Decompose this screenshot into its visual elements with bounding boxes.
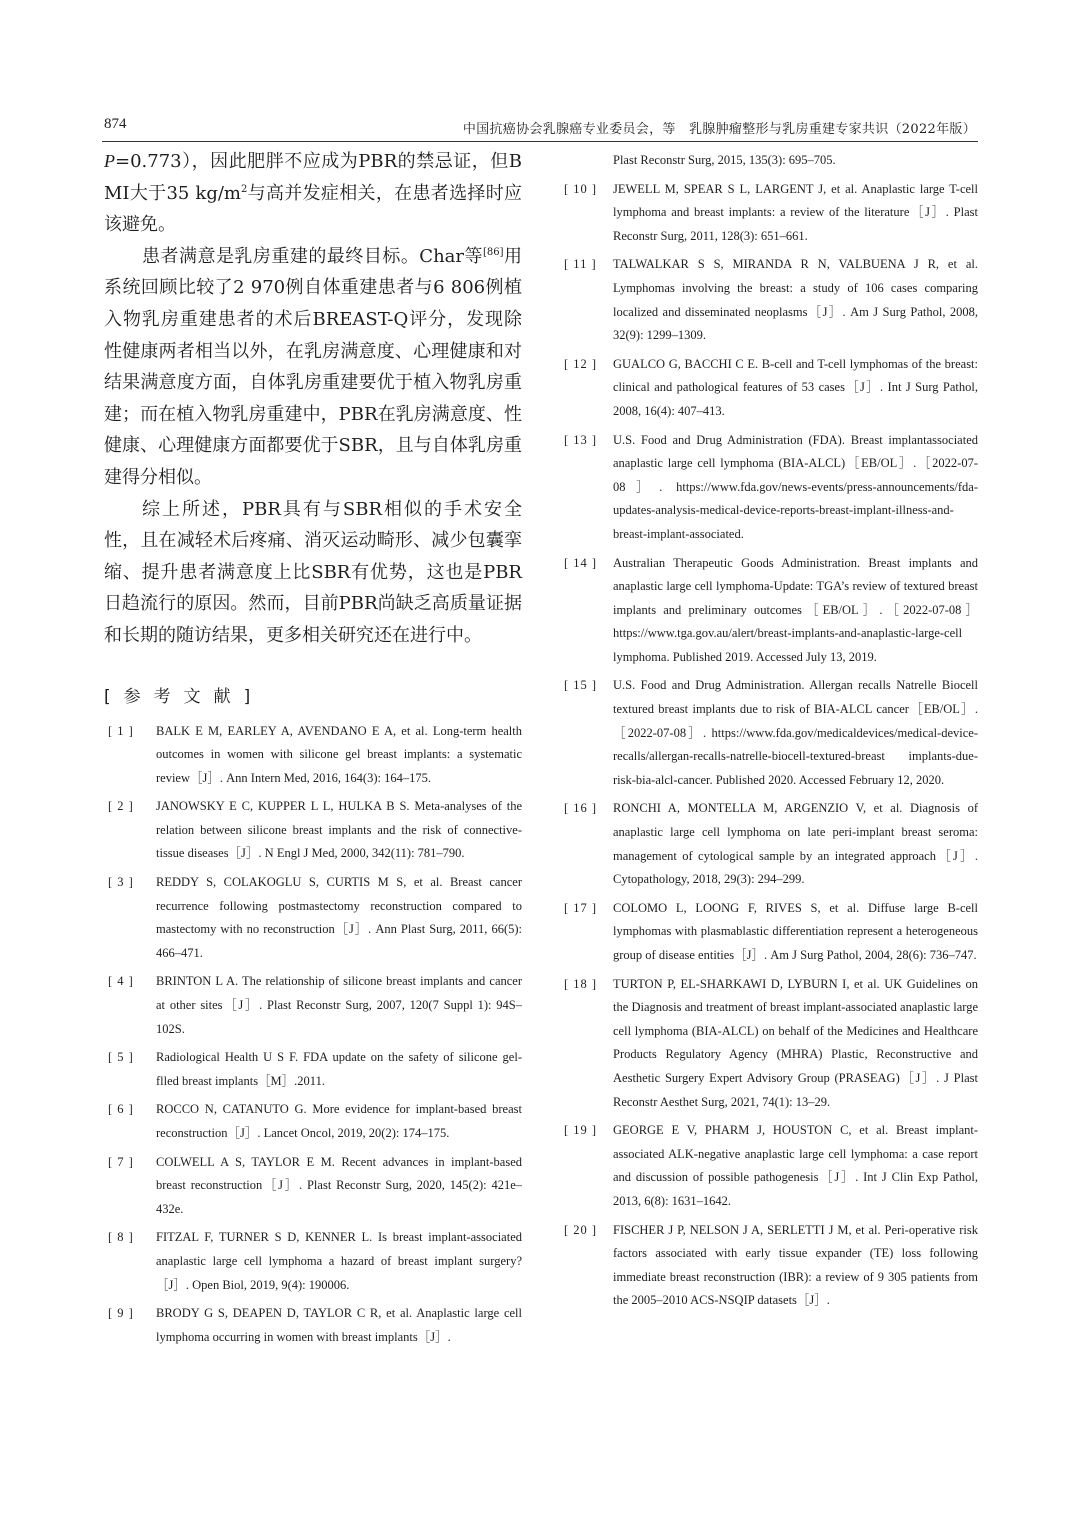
- reference-item: [104, 795, 522, 866]
- page-number: 874: [104, 116, 127, 132]
- reference-text: REDDY S, COLAKOGLU S, CURTIS M S, et al. Breast cancer recurrence following postmastectomy reconstruction compared to mastectomy with no reconstruction［J］. Ann Plast Surg, 2011, 66(5): 466–471.: [156, 875, 522, 960]
- reference-number: [ 14 ]: [564, 555, 598, 570]
- reference-text: BRINTON L A. The relationship of silicone breast implants and cancer at other sites［J］. Plast Reconstr Surg, 2007, 120(7 Suppl 1): 94S–102S.: [156, 974, 522, 1036]
- reference-number: [ 15 ]: [564, 678, 598, 693]
- reference-text: FISCHER J P, NELSON J A, SERLETTI J M, et al. Peri-operative risk factors associated with early tissue expander (TE) loss following immediate breast reconstruction (IBR): a review of 9 305 patients from the 2005–2010 ACS-NSQIP datasets［J］.: [613, 1222, 978, 1308]
- reference-item: [564, 897, 978, 968]
- reference-item: [564, 674, 978, 792]
- reference-text: ROCCO N, CATANUTO G. More evidence for implant-based breast reconstruction［J］. Lancet Oncol, 2019, 20(2): 174–175.: [156, 1102, 522, 1140]
- reference-number: [ 10 ]: [564, 181, 598, 196]
- reference-number: [ 9 ]: [108, 1306, 134, 1321]
- references-list-right: [564, 178, 978, 1313]
- reference-number: [ 4 ]: [108, 974, 134, 989]
- reference-item: [104, 1151, 522, 1222]
- reference-item: [104, 1098, 522, 1145]
- reference-item: [564, 253, 978, 347]
- reference-number: [ 3 ]: [108, 875, 134, 890]
- body-paragraph-2: [104, 241, 522, 494]
- para1-end: 与高并发症相关，在患者选择时应该避免。: [104, 182, 523, 236]
- reference-text: COLWELL A S, TAYLOR E M. Recent advances in implant-based breast reconstruction［J］. Plast Reconstr Surg, 2020, 145(2): 421e–432e.: [156, 1154, 522, 1216]
- reference-text: JANOWSKY E C, KUPPER L L, HULKA B S. Meta-analyses of the relation between silicone breast implants and the risk of connective-tissue diseases［J］. N Engl J Med, 2000, 342(11): 781–790.: [156, 799, 522, 861]
- reference-number: [ 12 ]: [564, 356, 598, 371]
- reference-item: [564, 1219, 978, 1313]
- reference-text: FITZAL F, TURNER S D, KENNER L. Is breast implant-associated anaplastic large cell lymphoma a hazard of breast implant surgery?［J］. Open Biol, 2019, 9(4): 190006.: [156, 1230, 522, 1292]
- reference-text: Australian Therapeutic Goods Administration. Breast implants and anaplastic large cell lymphoma-Update: TGA’s review of textured breast implants and preliminary outcomes［EB/OL］.［2022-07-08］ https://www.tga.gov.au/alert/breast-implants-and-anaplastic-large-cell lymphoma. Published 2019. Accessed July 13, 2019.: [613, 555, 978, 664]
- reference-text: GUALCO G, BACCHI C E. B-cell and T-cell lymphomas of the breast: clinical and pathological features of 53 cases［J］. Int J Surg Pathol, 2008, 16(4): 407–413.: [613, 356, 978, 418]
- reference-text: TURTON P, EL-SHARKAWI D, LYBURN I, et al. UK Guidelines on the Diagnosis and treatment of breast implant-associated anaplastic large cell lymphoma (BIA-ALCL) on behalf of the Medicines and Healthcare Products Regulatory Agency (MHRA) Plastic, Reconstructive and Aesthetic Surgery Expert Advisory Group (PRASEAG)［J］. J Plast Reconstr Aesthet Surg, 2021, 74(1): 13–29.: [613, 976, 978, 1109]
- reference-item: [104, 1226, 522, 1297]
- reference-number: [ 1 ]: [108, 723, 134, 738]
- reference-number: [ 17 ]: [564, 900, 598, 915]
- reference-item: [564, 973, 978, 1115]
- reference-item: [104, 871, 522, 965]
- reference-item: [564, 429, 978, 547]
- reference-number: [ 5 ]: [108, 1050, 134, 1065]
- references-list-left: [104, 720, 522, 1350]
- reference-number: [ 19 ]: [564, 1123, 598, 1138]
- reference-item: [104, 720, 522, 791]
- reference-text: Radiological Health U S F. FDA update on the safety of silicone gel-flled breast implants［M］.2011.: [156, 1050, 522, 1088]
- right-column: [564, 149, 978, 1318]
- reference-item: [104, 970, 522, 1041]
- para2-start: 患者满意是乳房重建的最终目标。Char等: [142, 245, 483, 267]
- reference-text: RONCHI A, MONTELLA M, ARGENZIO V, et al. Diagnosis of anaplastic large cell lymphoma on late peri-implant breast seroma: management of cytological sample by an integrated approach［J］. Cytopathology, 2018, 29(3): 294–299.: [613, 801, 978, 887]
- reference-item: [104, 1302, 522, 1349]
- reference-text: TALWALKAR S S, MIRANDA R N, VALBUENA J R, et al. Lymphomas involving the breast: a study of 106 cases comparing localized and disseminated neoplasms［J］. Am J Surg Pathol, 2008, 32(9): 1299–1309.: [613, 257, 978, 343]
- superscript-2: 2: [240, 183, 248, 195]
- reference-item: [564, 1119, 978, 1213]
- reference-number: [ 18 ]: [564, 976, 598, 991]
- reference-number: [ 16 ]: [564, 801, 598, 816]
- reference-text: BRODY G S, DEAPEN D, TAYLOR C R, et al. Anaplastic large cell lymphoma occurring in women with breast implants［J］.: [156, 1306, 522, 1344]
- header-rule: [102, 141, 978, 142]
- reference-text: U.S. Food and Drug Administration (FDA). Breast implantassociated anaplastic large cell lymphoma (BIA-ALCL)［EB/OL］.［2022-07-08］. https://www.fda.gov/news-events/press-announcements/fda-updates-analysis-medical-device-reports-breast-implant-illness-and-breast-implant-associated.: [613, 432, 978, 541]
- citation-86: [86]: [482, 246, 504, 258]
- reference-item: [564, 797, 978, 891]
- body-paragraph-1: [104, 146, 522, 241]
- reference-continued: Plast Reconstr Surg, 2015, 135(3): 695–705.: [613, 153, 836, 167]
- reference-text: BALK E M, EARLEY A, AVENDANO E A, et al. Long-term health outcomes in women with silicone gel breast implants: a systematic review［J］. Ann Intern Med, 2016, 164(3): 164–175.: [156, 723, 522, 785]
- reference-item: [564, 178, 978, 249]
- reference-text: GEORGE E V, PHARM J, HOUSTON C, et al. Breast implant-associated ALK-negative anaplastic large cell lymphoma: a case report and discussion of possible pathogenesis［J］. Int J Clin Exp Pathol, 2013, 6(8): 1631–1642.: [613, 1123, 978, 1208]
- para1-text: =0.773），因此肥胖不应成为PBR的禁忌证，但BMI大于35 kg/m: [104, 151, 522, 204]
- running-title: 中国抗癌协会乳腺癌专业委员会，等 乳腺肿瘤整形与乳房重建专家共识（2022年版）: [462, 122, 976, 137]
- reference-number: [ 13 ]: [564, 432, 598, 447]
- reference-item: [564, 552, 978, 670]
- reference-number: [ 6 ]: [108, 1102, 134, 1117]
- para2-end: 用系统回顾比较了2 970例自体重建患者与6 806例植入物乳房重建患者的术后BREAST-Q评分，发现除性健康两者相当以外，在乳房满意度、心理健康和对结果满意度方面，自体乳房重建要优于植入物乳房重建；而在植入物乳房重建中，PBR在乳房满意度、性健康、心理健康方面都要优于SBR，且与自体乳房重建得分相似。: [104, 245, 523, 488]
- reference-item: [564, 353, 978, 424]
- reference-text: U.S. Food and Drug Administration. Allergan recalls Natrelle Biocell textured breast implants due to risk of BIA-ALCL cancer［EB/OL］.［2022-07-08］. https://www.fda.gov/medicaldevices/medical-device-recalls/allergan-recalls-natrelle-biocell-textured-breast implants-due-risk-bia-alcl-cancer. Published 2020. Accessed February 12, 2020.: [613, 678, 978, 787]
- reference-item: [104, 1046, 522, 1093]
- reference-text: JEWELL M, SPEAR S L, LARGENT J, et al. Anaplastic large T-cell lymphoma and breast implants: a review of the literature［J］. Plast Reconstr Surg, 2011, 128(3): 651–661.: [613, 181, 978, 243]
- reference-number: [ 20 ]: [564, 1222, 598, 1237]
- left-column: [104, 146, 522, 1354]
- reference-number: [ 8 ]: [108, 1230, 134, 1245]
- reference-number: [ 11 ]: [564, 257, 597, 272]
- reference-text: COLOMO L, LOONG F, RIVES S, et al. Diffuse large B-cell lymphomas with plasmablastic differentiation represent a heterogeneous group of disease entities［J］. Am J Surg Pathol, 2004, 28(6): 736–747.: [613, 900, 978, 962]
- references-heading: [参考文献]: [104, 686, 264, 707]
- reference-number: [ 7 ]: [108, 1154, 134, 1169]
- p-value-symbol: P: [104, 151, 115, 171]
- body-paragraph-3: 综上所述，PBR具有与SBR相似的手术安全性，且在减轻术后疼痛、消灭运动畸形、减少包囊挛缩、提升患者满意度上比SBR有优势，这也是PBR日趋流行的原因。然而，目前PBR尚缺乏高质量证据和长期的随访结果，更多相关研究还在进行中。: [104, 498, 522, 646]
- reference-number: [ 2 ]: [108, 799, 134, 814]
